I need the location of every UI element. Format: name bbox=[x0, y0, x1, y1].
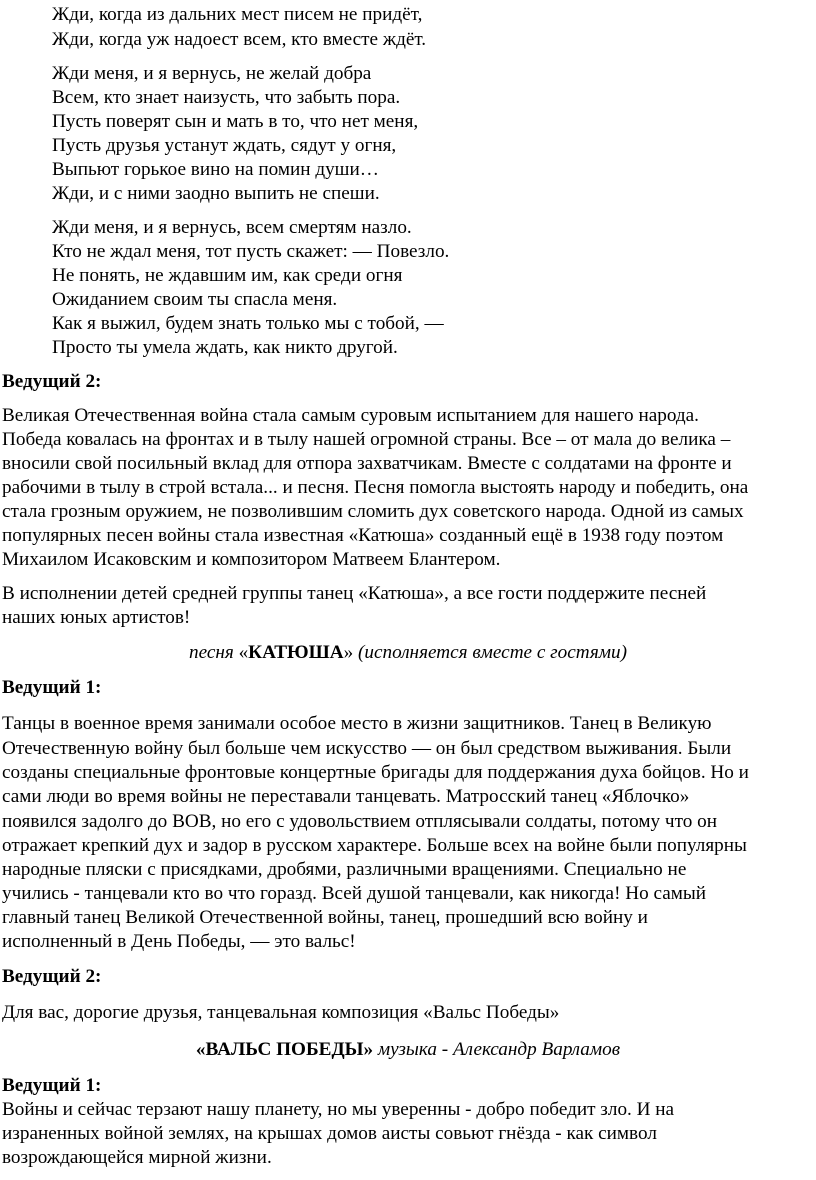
song-vals-pobedy bbox=[0, 1038, 816, 1062]
paragraph-line: народные пляски с присядками, дробями, различными вращениями. Специально не bbox=[2, 859, 687, 880]
verse-line: Ожиданием своим ты спасла меня. bbox=[52, 289, 338, 310]
paragraph-line: Танцы в военное время занимали особое место в жизни защитников. Танец в Великую bbox=[2, 713, 712, 734]
paragraph-line: Войны и сейчас терзают нашу планету, но мы уверенны - добро победит зло. И на bbox=[2, 1099, 675, 1120]
paragraph-line: отражает крепкий дух и задор в русском характере. Больше всех на войне были популярны bbox=[2, 835, 747, 856]
paragraph-line: появился задолго до ВОВ, но его с удовольствием отплясывали солдаты, потому что он bbox=[2, 811, 717, 832]
song-katyusha bbox=[0, 641, 816, 665]
song-title: «ВАЛЬС ПОБЕДЫ» bbox=[195, 1039, 374, 1060]
speaker-heading: Ведущий 1: bbox=[2, 1075, 102, 1096]
verse-line: Жди меня, и я вернусь, всем смертям назло. bbox=[52, 217, 412, 238]
verse-line: Жди, когда из дальних мест писем не придёт, bbox=[52, 4, 423, 25]
verse-line: Просто ты умела ждать, как никто другой. bbox=[52, 337, 398, 358]
verse-line: Не понять, не ждавшим им, как среди огня bbox=[52, 265, 403, 286]
paragraph-line: Великая Отечественная война стала самым суровым испытанием для нашего народа. bbox=[2, 405, 699, 426]
song-prefix: песня bbox=[188, 642, 239, 663]
verse-line: Как я выжил, будем знать только мы с тобой, — bbox=[52, 313, 444, 334]
verse-line: Пусть поверят сын и мать в то, что нет меня, bbox=[52, 111, 419, 132]
quote-open: « bbox=[238, 642, 249, 663]
paragraph-line: популярных песен войны стала известная «Катюша» созданный ещё в 1938 году поэтом bbox=[2, 525, 724, 546]
verse-line: Жди, когда уж надоест всем, кто вместе ждёт. bbox=[52, 29, 427, 50]
paragraph-line: вносили свой посильный вклад для отпора захватчикам. Вместе с солдатами на фронте и bbox=[2, 453, 732, 474]
paragraph-line: Михаилом Исаковским и композитором Матвеем Блантером. bbox=[2, 549, 501, 570]
paragraph-line: Для вас, дорогие друзья, танцевальная композиция «Вальс Победы» bbox=[2, 1002, 560, 1023]
song-title: КАТЮША bbox=[248, 642, 344, 663]
paragraph-line: созданы специальные фронтовые концертные бригады для поддержания духа бойцов. Но и bbox=[2, 762, 749, 783]
verse-line: Всем, кто знает наизусть, что забыть пора. bbox=[52, 87, 401, 108]
song-credit: музыка - Александр Варламов bbox=[373, 1039, 621, 1060]
paragraph-line: главный танец Великой Отечественной войны, танец, прошедший всю войну и bbox=[2, 907, 648, 928]
paragraph-line: Отечественную войну был больше чем искусство — он был средством выживания. Были bbox=[2, 738, 732, 759]
speaker-heading: Ведущий 2: bbox=[2, 371, 102, 392]
paragraph-line: учились - танцевали кто во что горазд. Всей душой танцевали, как никогда! Но самый bbox=[2, 883, 707, 904]
paragraph-line: исполненный в День Победы, — это вальс! bbox=[2, 931, 356, 952]
paragraph-line: сами люди во время войны не переставали танцевать. Матросский танец «Яблочко» bbox=[2, 786, 690, 807]
paragraph-line: В исполнении детей средней группы танец «Катюша», а все гости поддержите песней bbox=[2, 583, 707, 604]
song-note: (исполняется вместе с гостями) bbox=[353, 642, 628, 663]
paragraph-line: наших юных артистов! bbox=[2, 607, 191, 628]
speaker-heading: Ведущий 1: bbox=[2, 677, 102, 698]
verse-line: Выпьют горькое вино на помин души… bbox=[52, 159, 379, 180]
verse-line: Жди, и с ними заодно выпить не спеши. bbox=[52, 183, 380, 204]
paragraph-line: Победа ковалась на фронтах и в тылу нашей огромной страны. Все – от мала до велика – bbox=[2, 429, 731, 450]
paragraph-line: рабочими в тылу в строй встала... и песня. Песня помогла выстоять народу и победить, она bbox=[2, 477, 749, 498]
verse-line: Жди меня, и я вернусь, не желай добра bbox=[52, 63, 372, 84]
speaker-heading: Ведущий 2: bbox=[2, 966, 102, 987]
paragraph-line: стала грозным оружием, не позволившим сломить дух советского народа. Одной из самых bbox=[2, 501, 744, 522]
verse-line: Пусть друзья устанут ждать, сядут у огня, bbox=[52, 135, 397, 156]
verse-line: Кто не ждал меня, тот пусть скажет: — Повезло. bbox=[52, 241, 450, 262]
paragraph-line: израненных войной землях, на крышах домов аисты совьют гнёзда - как символ bbox=[2, 1123, 657, 1144]
quote-close: » bbox=[343, 642, 354, 663]
paragraph-line: возрождающейся мирной жизни. bbox=[2, 1147, 272, 1168]
